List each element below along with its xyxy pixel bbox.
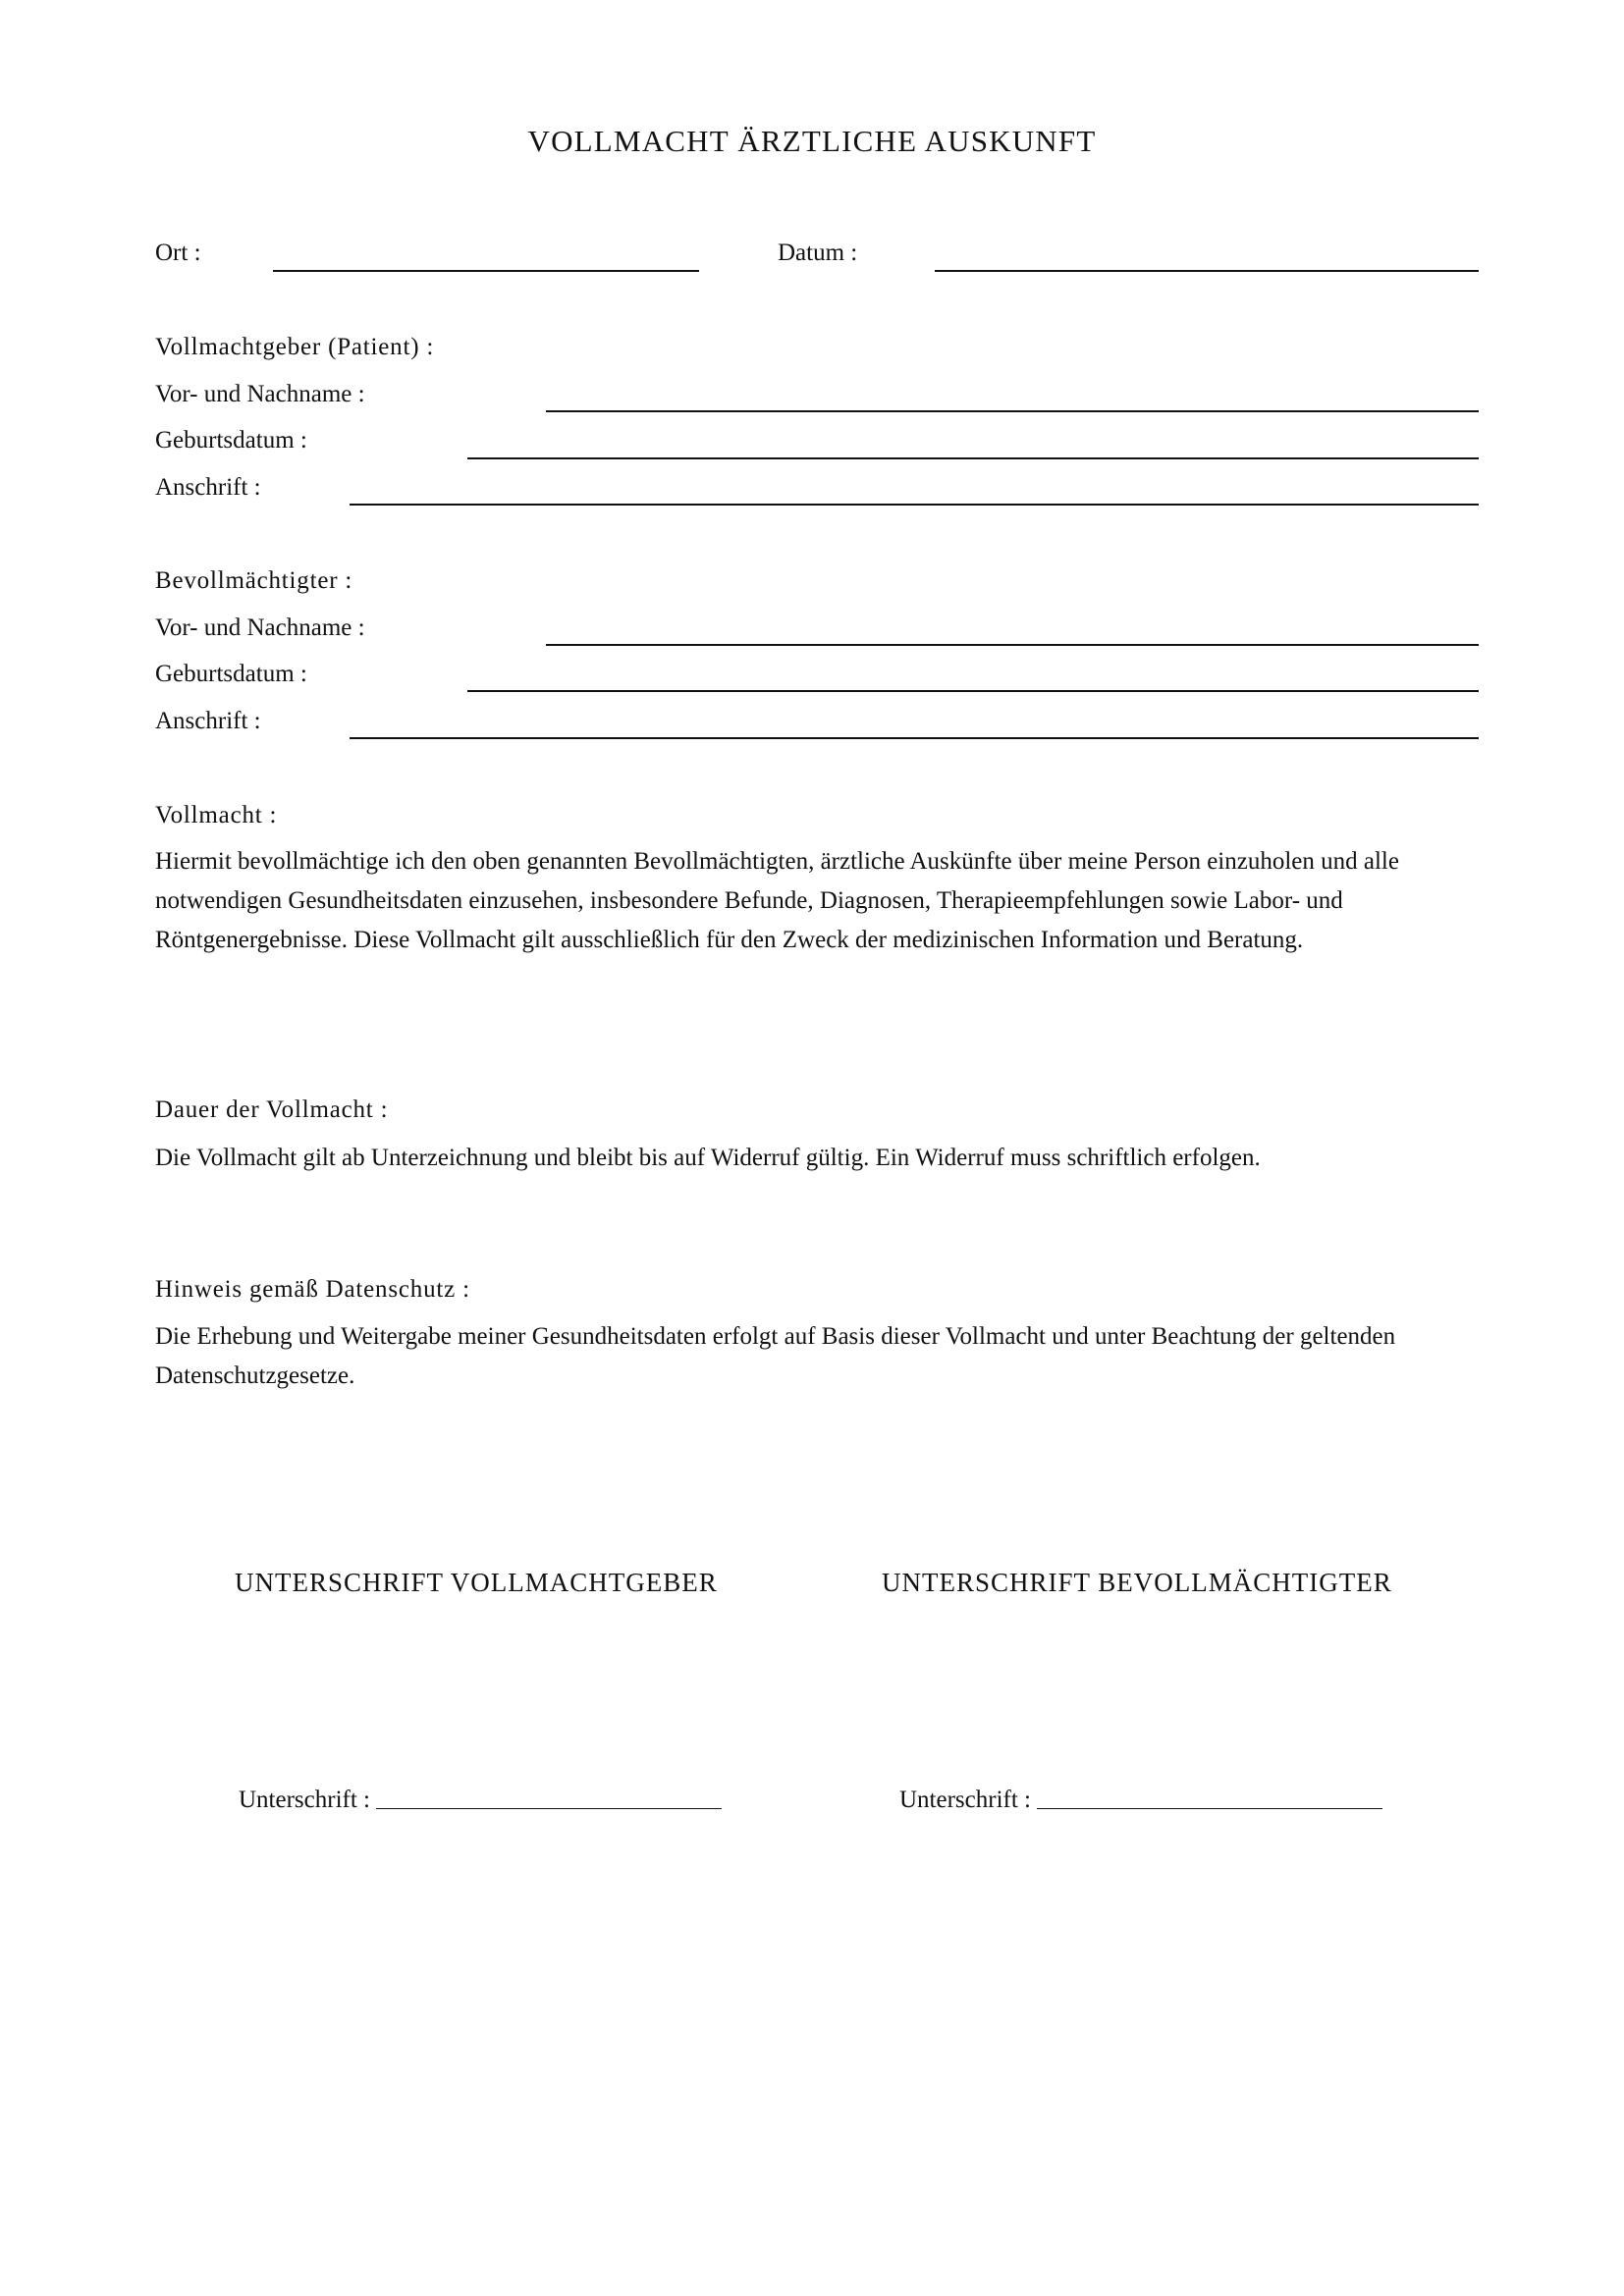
patient-birthdate-label: Geburtsdatum :	[155, 427, 307, 454]
document-title: VOLLMACHT ÄRZTLICHE AUSKUNFT	[527, 124, 1097, 158]
patient-signature-row	[239, 1787, 722, 1814]
vollmacht-text: Hiermit bevollmächtige ich den oben genannten Bevollmächtigten, ärztliche Auskünfte über meine Person einzuholen und alle notwendigen Gesundheitsdaten einzusehen, insbesondere Befunde, Diagnosen, Therapieempfehlungen sowie Labor- und Röntgenergebnisse. Diese Vollmacht gilt ausschließlich für den Zweck der medizinischen Information und Beratung.	[155, 848, 1399, 953]
agent-address-field[interactable]	[350, 737, 1479, 739]
vollmacht-heading: Vollmacht :	[155, 802, 278, 828]
patient-address-field[interactable]	[350, 504, 1479, 506]
patient-name-field[interactable]	[546, 410, 1479, 412]
agent-birthdate-label: Geburtsdatum :	[155, 661, 307, 687]
agent-signature-heading: UNTERSCHRIFT BEVOLLMÄCHTIGTER	[882, 1568, 1392, 1597]
ort-label: Ort :	[155, 240, 201, 266]
ort-field[interactable]	[273, 270, 699, 272]
patient-section-heading: Vollmachtgeber (Patient) :	[155, 334, 435, 360]
agent-name-field[interactable]	[546, 644, 1479, 646]
patient-address-label: Anschrift :	[155, 474, 261, 501]
agent-birthdate-field[interactable]	[467, 690, 1479, 692]
datenschutz-text: Die Erhebung und Weitergabe meiner Gesundheitsdaten erfolgt auf Basis dieser Vollmacht und unter Beachtung der geltenden Datenschutzgesetze.	[155, 1323, 1396, 1389]
agent-signature-label: Unterschrift :	[899, 1787, 1031, 1813]
agent-signature-row	[899, 1787, 1382, 1814]
datenschutz-heading: Hinweis gemäß Datenschutz :	[155, 1276, 470, 1303]
dauer-heading: Dauer der Vollmacht :	[155, 1096, 389, 1123]
agent-signature-field[interactable]	[1037, 1808, 1382, 1809]
patient-signature-heading: UNTERSCHRIFT VOLLMACHTGEBER	[235, 1568, 718, 1597]
agent-name-label: Vor- und Nachname :	[155, 614, 365, 641]
datum-field[interactable]	[935, 270, 1479, 272]
patient-signature-label: Unterschrift :	[239, 1787, 370, 1813]
datum-label: Datum :	[778, 240, 858, 266]
dauer-text: Die Vollmacht gilt ab Unterzeichnung und bleibt bis auf Widerruf gültig. Ein Widerruf muss schriftlich erfolgen.	[155, 1145, 1261, 1171]
agent-section-heading: Bevollmächtigter :	[155, 567, 353, 594]
patient-birthdate-field[interactable]	[467, 457, 1479, 459]
patient-name-label: Vor- und Nachname :	[155, 381, 365, 407]
patient-signature-field[interactable]	[376, 1808, 722, 1809]
agent-address-label: Anschrift :	[155, 708, 261, 734]
